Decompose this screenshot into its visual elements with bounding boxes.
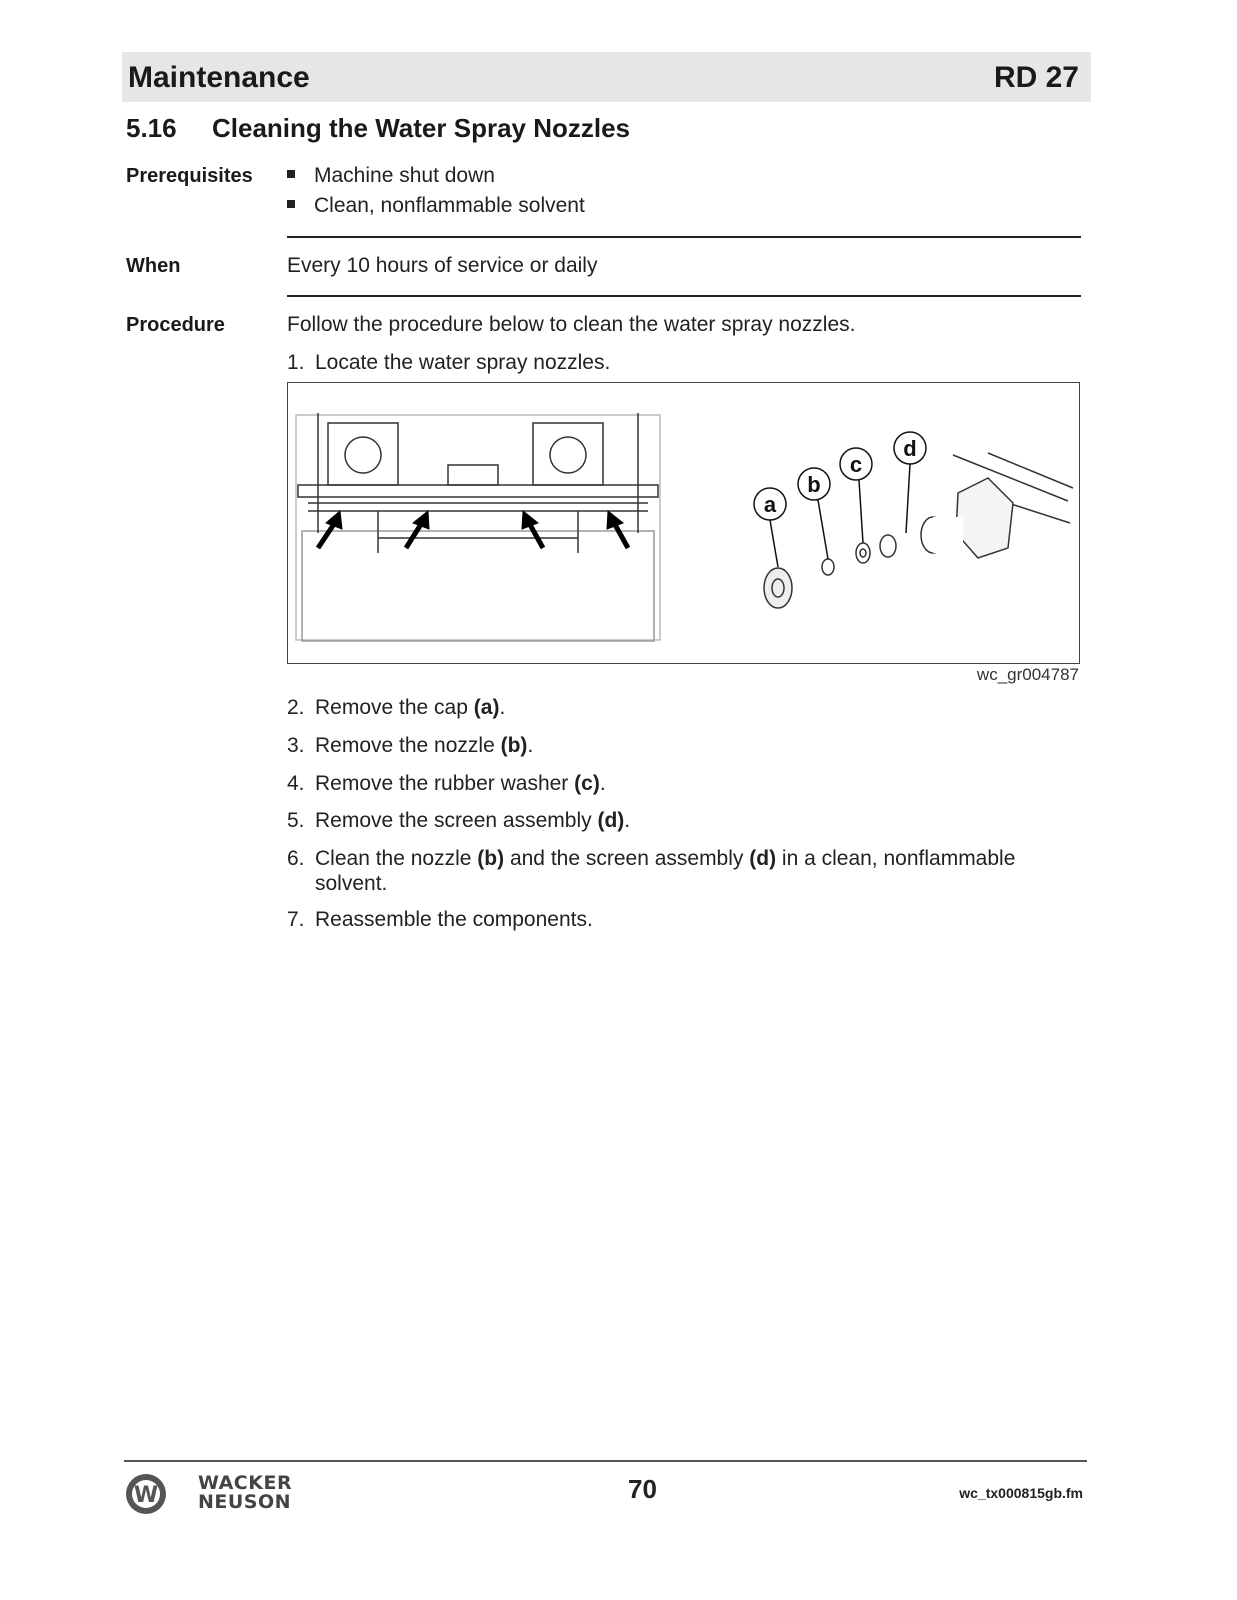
- wacker-neuson-logo-icon: [124, 1472, 168, 1516]
- procedure-label: Procedure: [126, 314, 225, 336]
- svg-text:W: W: [133, 1483, 159, 1508]
- divider: [287, 236, 1081, 238]
- model-name: RD 27: [993, 61, 1079, 94]
- machine-front-view: [296, 413, 660, 641]
- procedure-step: 5. Remove the screen assembly (d).: [287, 809, 631, 832]
- svg-text:c: c: [849, 452, 863, 477]
- section-heading: [126, 113, 630, 144]
- procedure-step: 2. Remove the cap (a).: [287, 696, 506, 719]
- procedure-step: 7. Reassemble the components.: [287, 908, 593, 931]
- svg-text:a: a: [763, 492, 777, 517]
- page-header: [122, 52, 1091, 102]
- callout-d: [894, 432, 926, 464]
- svg-text:b: b: [807, 472, 821, 497]
- callout-c: [840, 448, 872, 480]
- callout-leaders: [770, 464, 910, 567]
- footer-divider: [124, 1460, 1087, 1462]
- nozzle-arrows: [318, 511, 628, 548]
- nozzle-figure: [287, 382, 1080, 664]
- nozzle-illustration: [288, 383, 1079, 663]
- bullet-icon: [287, 170, 295, 178]
- prerequisites-label: Prerequisites: [126, 165, 253, 187]
- procedure-step: 4. Remove the rubber washer (c).: [287, 772, 606, 795]
- procedure-step: 3. Remove the nozzle (b).: [287, 734, 534, 757]
- prerequisite-item: Clean, nonflammable solvent: [287, 194, 585, 218]
- svg-text:d: d: [903, 436, 917, 461]
- brand-name: WACKER NEUSON: [198, 1472, 293, 1513]
- bullet-icon: [287, 200, 295, 208]
- procedure-intro: Follow the procedure below to clean the water spray nozzles.: [287, 313, 856, 336]
- divider: [287, 295, 1081, 297]
- when-text: Every 10 hours of service or daily: [287, 254, 598, 277]
- chapter-title: Maintenance: [128, 61, 310, 94]
- section-number: 5.16: [126, 113, 177, 143]
- figure-id: wc_gr004787: [976, 665, 1079, 684]
- callout-b: [798, 468, 830, 500]
- section-title: Cleaning the Water Spray Nozzles: [212, 113, 631, 143]
- prerequisite-item: Machine shut down: [287, 164, 495, 188]
- procedure-step: 6. Clean the nozzle (b) and the screen assembly (d) in a clean, nonflammable solvent.: [287, 847, 1016, 895]
- when-label: When: [126, 255, 181, 277]
- callout-a: [754, 488, 786, 520]
- source-file-name: wc_tx000815gb.fm: [959, 1485, 1083, 1501]
- procedure-step: 1. Locate the water spray nozzles.: [287, 351, 611, 374]
- page-number: 70: [628, 1474, 657, 1504]
